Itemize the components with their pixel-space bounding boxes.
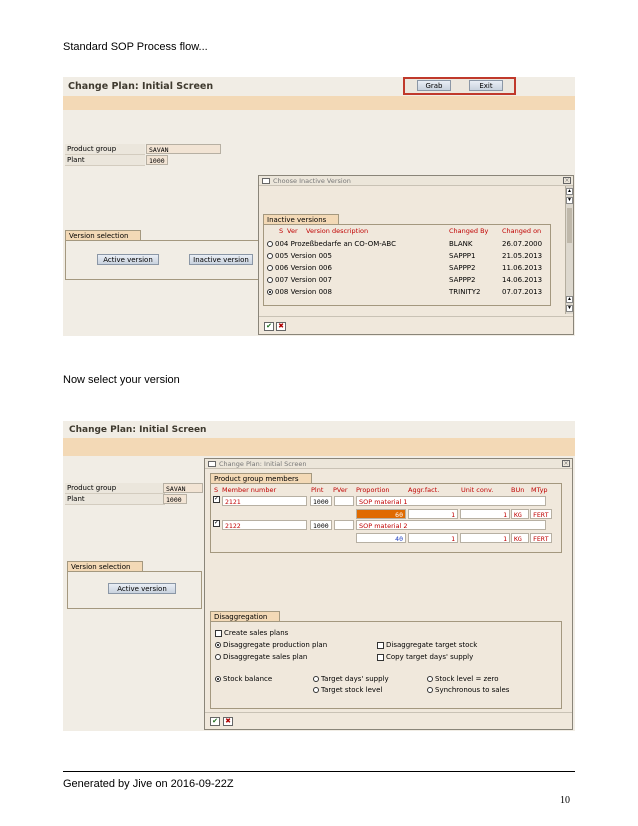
toolbar-band <box>63 438 575 456</box>
pver-cell[interactable] <box>334 496 354 506</box>
changed-by: SAPPP2 <box>449 276 476 284</box>
member-number-field[interactable]: 2121 <box>222 496 307 506</box>
aggr-fact-cell[interactable]: 1 <box>408 509 458 519</box>
checkbox[interactable] <box>377 654 384 661</box>
member-checkbox[interactable]: ✓ <box>214 520 220 526</box>
radio-button[interactable] <box>267 241 273 247</box>
col-pver: PVer <box>333 486 348 494</box>
target-stock-level-option[interactable]: Target stock level <box>313 684 382 696</box>
mtyp-cell[interactable]: FERT <box>530 509 552 519</box>
col-plnt: Plnt <box>311 486 324 494</box>
member-number-field[interactable]: 2122 <box>222 520 307 530</box>
screen-title: Change Plan: Initial Screen <box>69 425 207 435</box>
product-group-label: Product group <box>65 483 165 494</box>
checkbox[interactable] <box>377 642 384 649</box>
dialog-titlebar <box>259 176 573 186</box>
plant-cell[interactable]: 1000 <box>310 520 332 530</box>
synchronous-to-sales-option[interactable]: Synchronous to sales <box>427 684 509 696</box>
scroll-down-icon[interactable]: ▼ <box>567 305 572 311</box>
col-s: S <box>279 227 284 235</box>
product-group-field[interactable]: SAVAN <box>146 144 221 154</box>
version-row[interactable]: 005 Version 005 <box>267 250 332 262</box>
sap-screenshot-1 <box>63 77 575 336</box>
col-changed-by: Changed By <box>449 227 489 235</box>
close-icon[interactable]: × <box>564 177 570 184</box>
product-group-field[interactable]: SAVAN <box>163 483 203 493</box>
screen-title: Change Plan: Initial Screen <box>68 81 214 92</box>
sap-screenshot-2 <box>63 421 575 731</box>
dialog-window-icon <box>262 178 270 184</box>
radio-button[interactable] <box>267 265 273 271</box>
bun-cell[interactable]: KG <box>511 509 529 519</box>
proportion-cell-selected[interactable]: 60 <box>356 509 406 519</box>
version-row-selected[interactable]: 008 Version 008 <box>267 286 332 298</box>
grab-button[interactable]: Grab <box>417 80 451 91</box>
radio-button-selected[interactable] <box>215 676 221 682</box>
unit-conv-cell[interactable]: 1 <box>460 533 510 543</box>
change-plan-dialog <box>204 458 573 730</box>
dialog-title: Choose Inactive Version <box>273 177 351 185</box>
grab-exit-frame <box>403 77 516 95</box>
cancel-x-icon[interactable]: ✖ <box>223 717 233 726</box>
col-ver: Ver <box>287 227 298 235</box>
proportion-cell[interactable]: 40 <box>356 533 406 543</box>
inactive-versions-title: Inactive versions <box>263 214 339 225</box>
col-version-description: Version description <box>306 227 369 235</box>
aggr-fact-cell[interactable]: 1 <box>408 533 458 543</box>
version-selection-title: Version selection <box>67 561 143 572</box>
changed-by: SAPPP2 <box>449 264 476 272</box>
disaggregate-target-stock-option[interactable]: Disaggregate target stock <box>377 639 477 651</box>
changed-on: 26.07.2000 <box>502 240 543 248</box>
footer-divider <box>63 771 575 772</box>
create-sales-plans-option[interactable]: Create sales plans <box>215 627 288 639</box>
plant-label: Plant <box>65 494 165 505</box>
close-icon[interactable]: × <box>563 460 569 467</box>
dialog-window-icon <box>208 461 216 467</box>
scrollbar[interactable] <box>565 186 573 314</box>
divider <box>259 316 573 317</box>
material-name-cell[interactable]: SOP material 2 <box>356 520 546 530</box>
radio-button[interactable] <box>427 687 433 693</box>
confirm-check-icon[interactable]: ✔ <box>210 717 220 726</box>
changed-by: SAPPP1 <box>449 252 476 260</box>
exit-button[interactable]: Exit <box>469 80 503 91</box>
checkbox[interactable] <box>215 630 222 637</box>
product-group-members-title: Product group members <box>210 473 312 484</box>
col-s: S <box>214 486 219 494</box>
footer-generated-by: Generated by Jive on 2016-09-22Z <box>63 778 234 790</box>
choose-inactive-version-dialog <box>258 175 574 335</box>
col-aggr-fact: Aggr.fact. <box>408 486 440 494</box>
col-bun: BUn <box>511 486 525 494</box>
product-group-label: Product group <box>65 144 145 155</box>
col-proportion: Proportion <box>356 486 390 494</box>
plant-label: Plant <box>65 155 145 166</box>
toolbar-band <box>63 96 575 110</box>
col-mtyp: MTyp <box>531 486 548 494</box>
changed-by: BLANK <box>449 240 473 248</box>
radio-button[interactable] <box>267 253 273 259</box>
inactive-version-button[interactable]: Inactive version <box>189 254 253 265</box>
disaggregate-production-plan-option[interactable]: Disaggregate production plan <box>215 639 327 651</box>
col-changed-on: Changed on <box>502 227 542 235</box>
cancel-x-icon[interactable]: ✖ <box>276 322 286 331</box>
disaggregation-title: Disaggregation <box>210 611 280 622</box>
radio-button-selected[interactable] <box>215 642 221 648</box>
col-member-number: Member number <box>222 486 277 494</box>
scroll-down-icon[interactable]: ▼ <box>567 197 572 203</box>
page-number: 10 <box>560 795 570 806</box>
radio-button[interactable] <box>313 676 319 682</box>
version-row[interactable]: 007 Version 007 <box>267 274 332 286</box>
version-row[interactable]: 006 Version 006 <box>267 262 332 274</box>
version-selection-title: Version selection <box>65 230 141 241</box>
active-version-button[interactable]: Active version <box>108 583 176 594</box>
col-unit-conv: Unit conv. <box>461 486 494 494</box>
radio-button[interactable] <box>267 277 273 283</box>
pver-cell[interactable] <box>334 520 354 530</box>
copy-target-days-supply-option[interactable]: Copy target days' supply <box>377 651 473 663</box>
radio-button-selected[interactable] <box>267 289 273 295</box>
material-name-cell[interactable]: SOP material 1 <box>356 496 546 506</box>
changed-on: 07.07.2013 <box>502 288 543 296</box>
bun-cell[interactable]: KG <box>511 533 529 543</box>
scroll-up-icon[interactable]: ▲ <box>567 296 572 302</box>
scroll-thumb[interactable] <box>567 208 572 243</box>
changed-on: 14.06.2013 <box>502 276 543 284</box>
mtyp-cell[interactable]: FERT <box>530 533 552 543</box>
plant-field[interactable]: 1000 <box>163 494 187 504</box>
heading-sop-process-flow: Standard SOP Process flow... <box>63 41 208 53</box>
version-row[interactable]: 004 Prozeßbedarfe an CO-OM-ABC <box>267 238 396 250</box>
stock-level-zero-option[interactable]: Stock level = zero <box>427 673 499 685</box>
member-checkbox[interactable]: ✓ <box>214 496 220 502</box>
changed-on: 21.05.2013 <box>502 252 543 260</box>
scroll-up-icon[interactable]: ▲ <box>567 188 572 194</box>
radio-button[interactable] <box>313 687 319 693</box>
changed-by: TRINITY2 <box>449 288 481 296</box>
unit-conv-cell[interactable]: 1 <box>460 509 510 519</box>
changed-on: 11.06.2013 <box>502 264 543 272</box>
dialog-titlebar <box>205 459 572 469</box>
divider <box>205 712 572 713</box>
target-days-supply-option[interactable]: Target days' supply <box>313 673 389 685</box>
confirm-check-icon[interactable]: ✔ <box>264 322 274 331</box>
radio-button[interactable] <box>427 676 433 682</box>
plant-field[interactable]: 1000 <box>146 155 168 165</box>
heading-select-version: Now select your version <box>63 374 180 386</box>
stock-balance-option[interactable]: Stock balance <box>215 673 272 685</box>
dialog-title: Change Plan: Initial Screen <box>219 460 307 468</box>
disaggregate-sales-plan-option[interactable]: Disaggregate sales plan <box>215 651 307 663</box>
plant-cell[interactable]: 1000 <box>310 496 332 506</box>
active-version-button[interactable]: Active version <box>97 254 159 265</box>
radio-button[interactable] <box>215 654 221 660</box>
